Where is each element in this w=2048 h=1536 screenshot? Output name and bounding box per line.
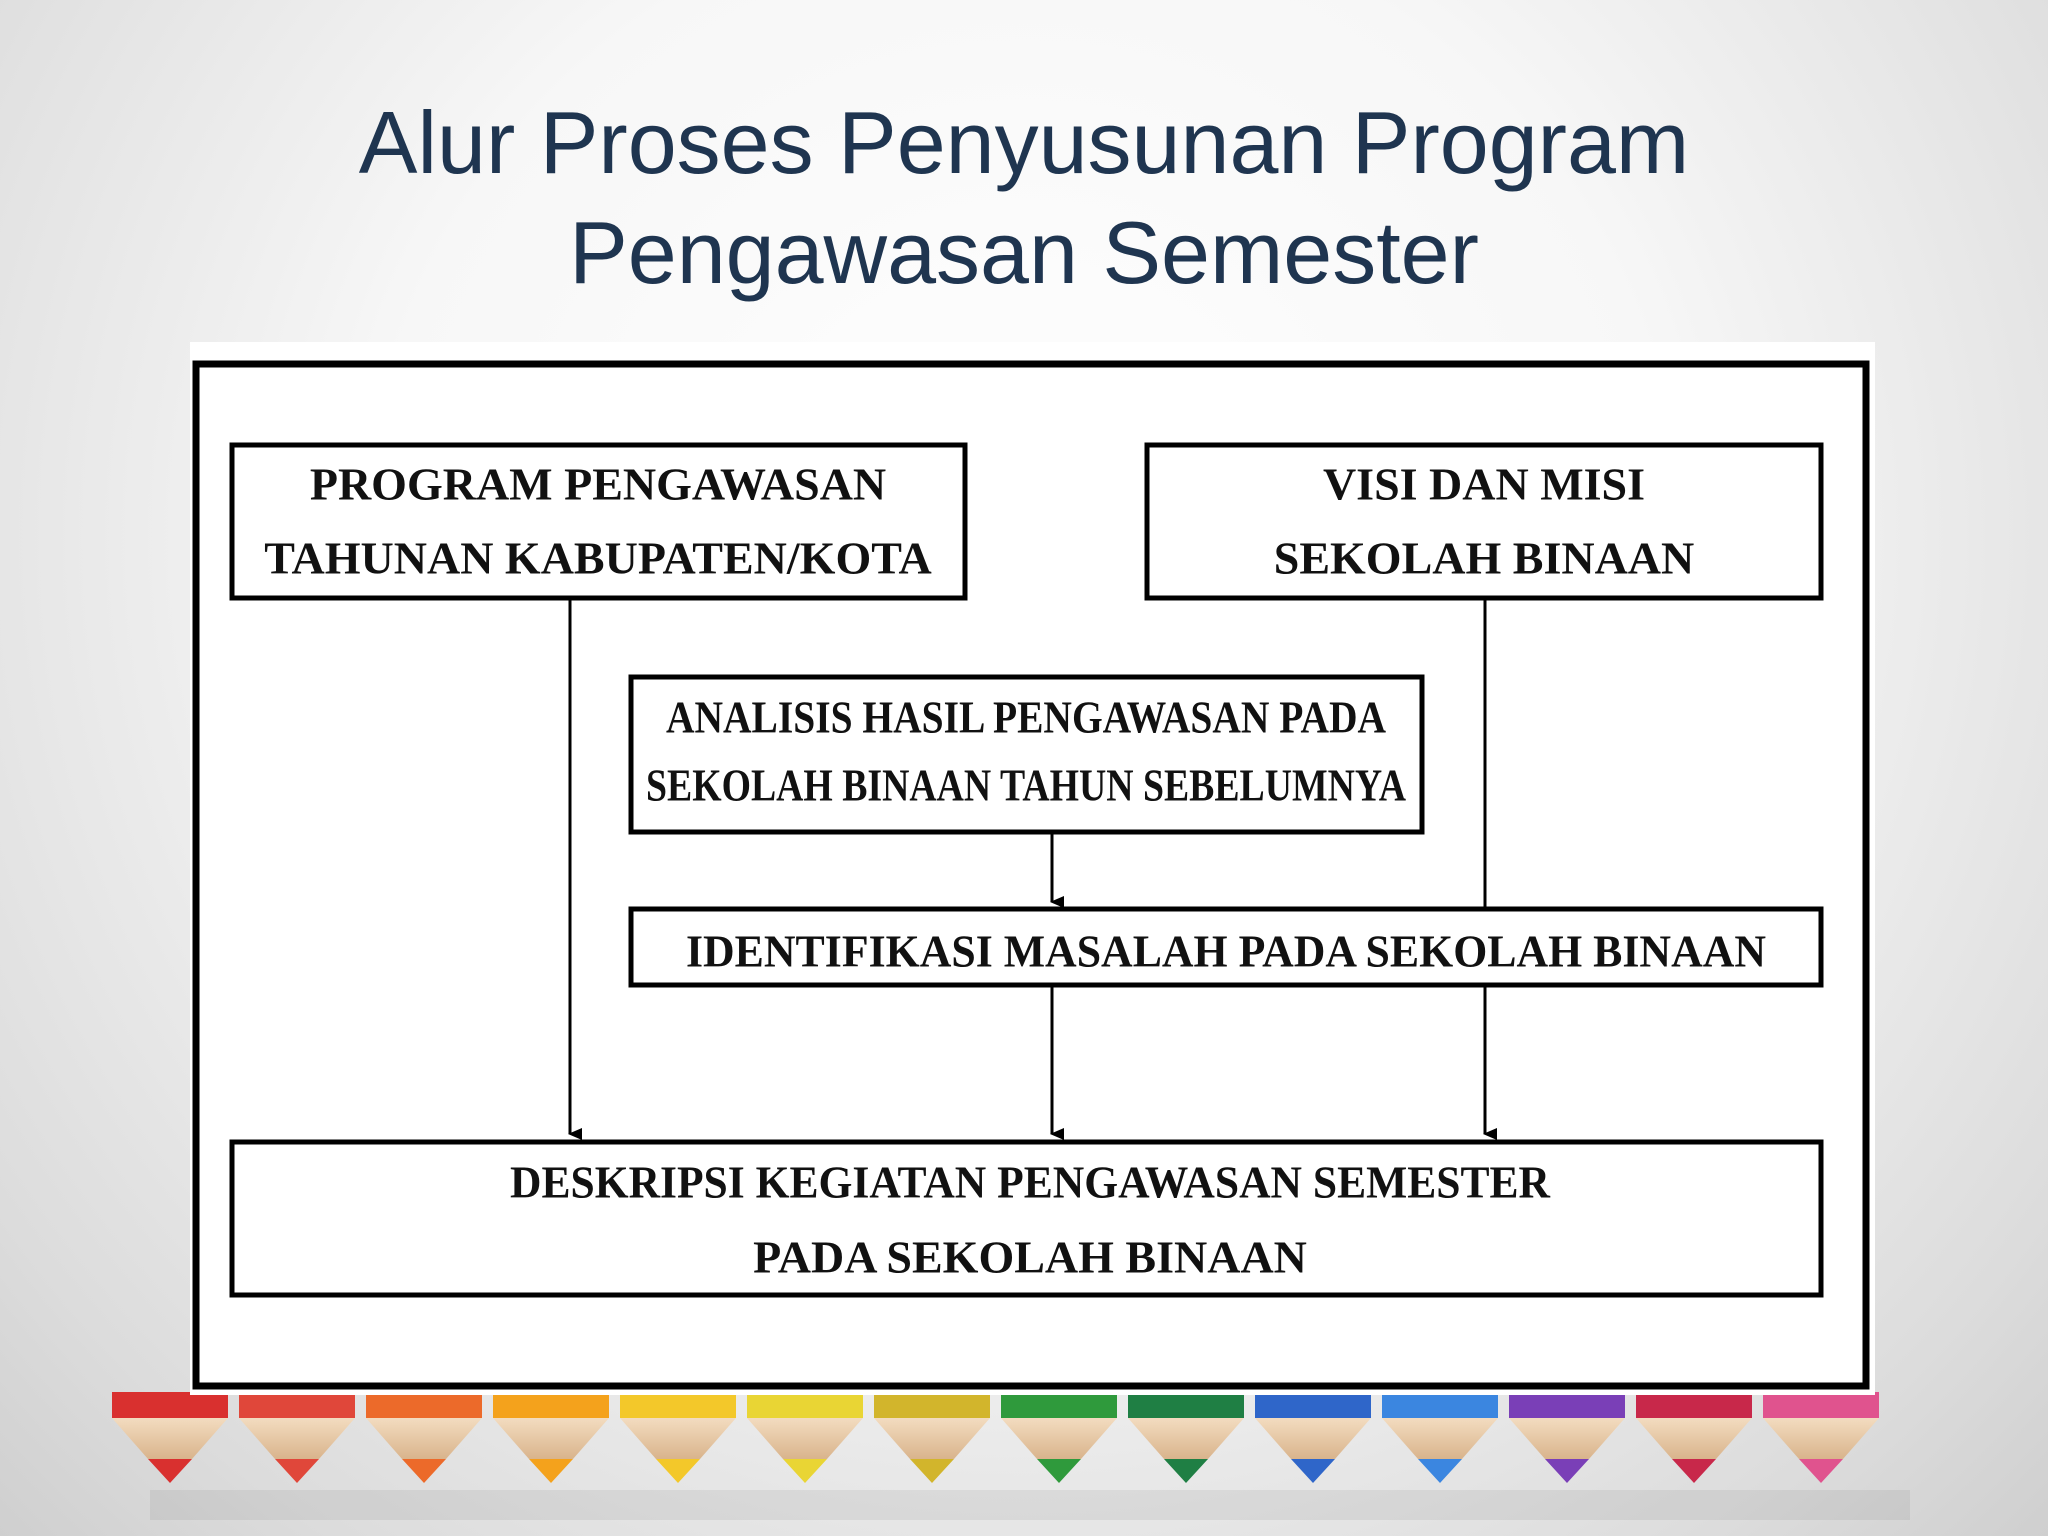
pencil-tip-icon	[1382, 1392, 1498, 1483]
pencil-tip-icon	[366, 1392, 482, 1483]
box-visi-misi-line-1: VISI DAN MISI	[1322, 458, 1646, 510]
box-program-tahunan	[232, 445, 965, 598]
pencil-tip-icon	[1128, 1392, 1244, 1483]
box-identifikasi-line-1: IDENTIFIKASI MASALAH PADA SEKOLAH BINAAN	[686, 925, 1766, 977]
pencil-tip-icon	[747, 1392, 863, 1483]
pencil-tip-icon	[1509, 1392, 1625, 1483]
slide-title-line-2: Pengawasan Semester	[569, 203, 1479, 302]
pencil-tip-icon	[112, 1392, 228, 1483]
pencil-tip-icon	[1763, 1392, 1879, 1483]
pencil-shadow	[150, 1490, 1910, 1520]
box-deskripsi-line-2: PADA SEKOLAH BINAAN	[753, 1231, 1307, 1283]
slide-title-line-1: Alur Proses Penyusunan Program	[358, 93, 1690, 192]
pencil-tip-icon	[1255, 1392, 1371, 1483]
pencil-tip-icon	[874, 1392, 990, 1483]
box-visi-misi-line-2: SEKOLAH BINAAN	[1273, 532, 1695, 584]
pencil-strip	[112, 1392, 1910, 1520]
box-deskripsi-line-1: DESKRIPSI KEGIATAN PENGAWASAN SEMESTER	[510, 1156, 1551, 1208]
pencil-tip-icon	[1636, 1392, 1752, 1483]
box-deskripsi	[232, 1142, 1821, 1295]
box-analisis-hasil-line-2: SEKOLAH BINAAN TAHUN SEBELUMNYA	[646, 759, 1406, 811]
box-program-tahunan-line-1: PROGRAM PENGAWASAN	[309, 458, 887, 510]
pencil-tip-icon	[239, 1392, 355, 1483]
pencil-tip-icon	[493, 1392, 609, 1483]
pencil-tip-icon	[1001, 1392, 1117, 1483]
box-program-tahunan-line-2: TAHUNAN KABUPATEN/KOTA	[264, 532, 932, 584]
box-visi-misi	[1147, 445, 1821, 598]
pencil-tip-icon	[620, 1392, 736, 1483]
box-identifikasi	[631, 909, 1821, 985]
box-analisis-hasil-line-1: ANALISIS HASIL PENGAWASAN PADA	[666, 691, 1386, 743]
box-analisis-hasil	[631, 677, 1422, 832]
